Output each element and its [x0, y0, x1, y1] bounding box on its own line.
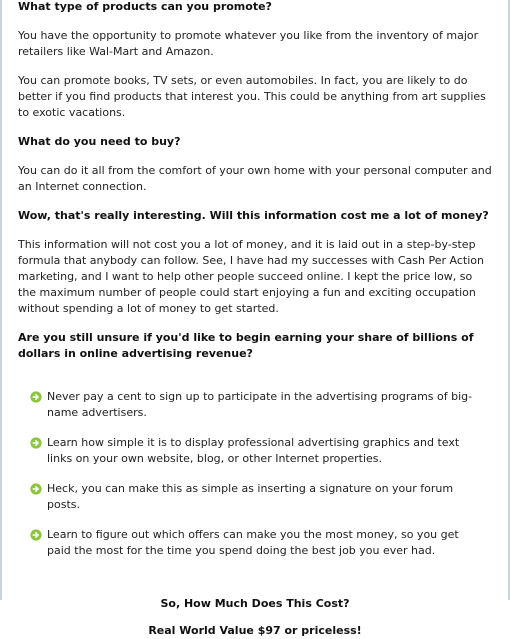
arrow-right-circle-icon [30, 437, 42, 449]
benefits-list [18, 389, 492, 559]
benefit-text: Learn to figure out which offers can make you the most money, so you get paid the most for the time you spend doing the best job you ever had. [47, 528, 459, 557]
benefit-text: Never pay a cent to sign up to participate in the advertising programs of big-name advertisers. [47, 390, 473, 419]
benefit-text: Heck, you can make this as simple as inserting a signature on your forum posts. [47, 482, 454, 511]
value-line: Real World Value $97 or priceless! [148, 624, 362, 637]
paragraph-need-to-buy: You can do it all from the comfort of your own home with your personal computer and an Internet connection. [18, 164, 492, 193]
section-heading-still-unsure: Are you still unsure if you'd like to begin earning your share of billions of dollars in online advertising revenue? [18, 331, 474, 360]
benefit-item [30, 389, 492, 421]
benefit-item [30, 527, 492, 559]
paragraph-products-1: You have the opportunity to promote whatever you like from the inventory of major retailers like Wal-Mart and Amazon. [18, 29, 479, 58]
section-heading-cost-question: Wow, that's really interesting. Will this information cost me a lot of money? [18, 209, 489, 222]
benefit-text: Learn how simple it is to display professional advertising graphics and text links on your own website, blog, or other Internet properties. [47, 436, 460, 465]
arrow-right-circle-icon [30, 483, 42, 495]
section-heading-products: What type of products can you promote? [18, 0, 272, 13]
benefit-item [30, 481, 492, 513]
paragraph-products-2: You can promote books, TV sets, or even automobiles. In fact, you are likely to do better if you find products that interest you. This could be anything from art supplies to exotic vacations. [18, 74, 486, 119]
arrow-right-circle-icon [30, 391, 42, 403]
sales-page-content [2, 0, 508, 639]
cost-heading: So, How Much Does This Cost? [160, 597, 350, 610]
paragraph-cost-answer: This information will not cost you a lot of money, and it is laid out in a step-by-step formula that anybody can follow. See, I have had my successes with Cash Per Action marketing, and I want to help other people succeed online. I kept the price low, so the maximum number of people could start enjoying a fun and exciting occupation without spending a lot of money to get started. [18, 238, 484, 315]
section-heading-need-to-buy: What do you need to buy? [18, 135, 181, 148]
arrow-right-circle-icon [30, 529, 42, 541]
benefit-item [30, 435, 492, 467]
